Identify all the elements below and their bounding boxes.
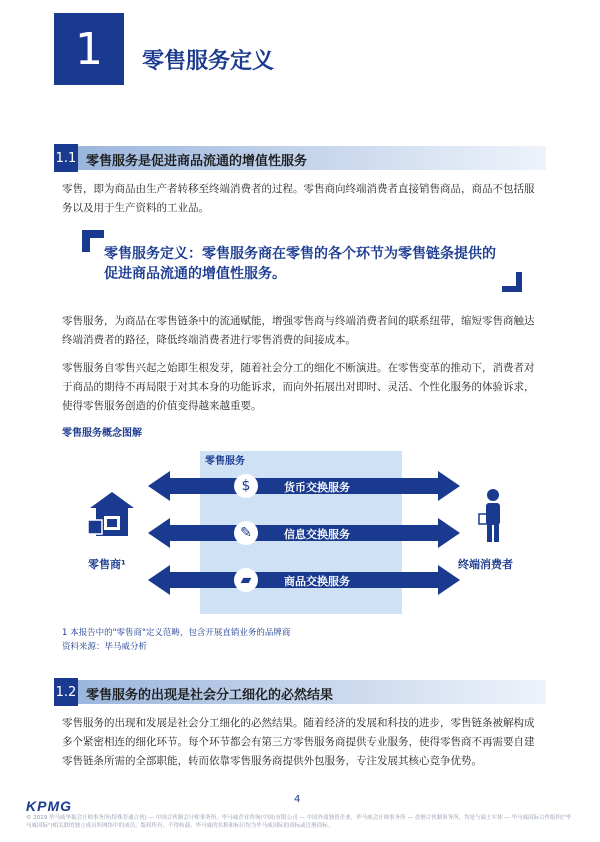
chapter-number: 1 bbox=[75, 23, 103, 75]
arrow-label: 商品交换服务 bbox=[284, 575, 350, 588]
money-hand-icon: $ bbox=[234, 474, 258, 498]
megaphone-icon: ✎ bbox=[234, 521, 258, 545]
page-number: 4 bbox=[294, 794, 301, 805]
section-heading-1-2 bbox=[54, 678, 546, 706]
goods-exchange-arrow bbox=[148, 565, 460, 595]
truck-icon: ▰ bbox=[234, 568, 258, 592]
paragraph: 零售服务，为商品在零售链条中的流通赋能，增强零售商与终端消费者间的联系纽带，缩短零售商触达终端消费者的路径，降低终端消费者进行零售消费的间接成本。 bbox=[62, 315, 535, 346]
store-icon bbox=[86, 490, 138, 540]
section-title: 零售服务是促进商品流通的增值性服务 bbox=[86, 154, 308, 169]
information-exchange-arrow bbox=[148, 518, 460, 548]
retailer-label: 零售商¹ bbox=[88, 558, 126, 571]
chapter-number-box bbox=[54, 13, 124, 85]
definition-quote bbox=[82, 230, 522, 292]
diagram-title: 零售服务概念图解 bbox=[62, 428, 142, 439]
source-note: 资料来源：毕马威分析 bbox=[62, 642, 148, 652]
kpmg-logo: KPMG bbox=[26, 798, 72, 814]
quote-corner-top-left-h bbox=[82, 230, 104, 238]
money-exchange-arrow bbox=[148, 471, 460, 501]
arrow-label: 信息交换服务 bbox=[284, 528, 350, 541]
legal-notice: © 2019 毕马威华振会计师事务所(特殊普通合伙) — 中国合伙制会计师事务所，毕马威企业咨询(中国)有限公司 — 中国外商独资企业，毕马威会计师事务所 — 香港合伙制事务所，均是与瑞士实体 — 毕马威国际合作组织("毕马威国际")相关联的独立成员所网络中的成员。版权所有，不得转载。毕马威的名称和标识均为毕马威国际的商标或注册商标。 bbox=[26, 815, 572, 829]
chapter-title: 零售服务定义 bbox=[142, 49, 275, 74]
paragraph: 零售，即为商品由生产者转移至终端消费者的过程。零售商向终端消费者直接销售商品，商品不包括服务以及用于生产资料的工业品。 bbox=[62, 183, 535, 214]
diagram-center-label: 零售服务 bbox=[205, 456, 245, 467]
quote-corner-bottom-right-h bbox=[502, 286, 522, 292]
consumer-label: 终端消费者 bbox=[458, 558, 513, 571]
section-number: 1.2 bbox=[54, 678, 78, 706]
footnote: 1 本报告中的"零售商"定义范畴，包含开展直销业务的品牌商 bbox=[62, 628, 291, 638]
section-number: 1.1 bbox=[54, 144, 78, 172]
paragraph: 零售服务自零售兴起之始即生根发芽，随着社会分工的细化不断演进。在零售变革的推动下，消费者对于商品的期待不再局限于对其本身的功能诉求，而向外拓展出对即时、灵活、个性化服务的体验诉求，使得零售服务创造的价值变得越来越重要。 bbox=[62, 362, 535, 412]
arrow-label: 货币交换服务 bbox=[284, 481, 350, 494]
section-title: 零售服务的出现是社会分工细化的必然结果 bbox=[86, 688, 334, 703]
person-icon bbox=[478, 488, 508, 544]
quote-text: 零售服务定义：零售服务商在零售的各个环节为零售链条提供的促进商品流通的增值性服务。 bbox=[104, 246, 496, 282]
paragraph: 零售服务的出现和发展是社会分工细化的必然结果。随着经济的发展和科技的进步，零售链条被解构成多个紧密相连的细化环节。每个环节都会有第三方零售服务商提供专业服务，使得零售商不再需要自建零售链条所需的全部职能，转而依靠零售服务商提供外包服务，专注发展其核心竞争优势。 bbox=[62, 717, 535, 767]
section-heading-1-1 bbox=[54, 144, 546, 172]
